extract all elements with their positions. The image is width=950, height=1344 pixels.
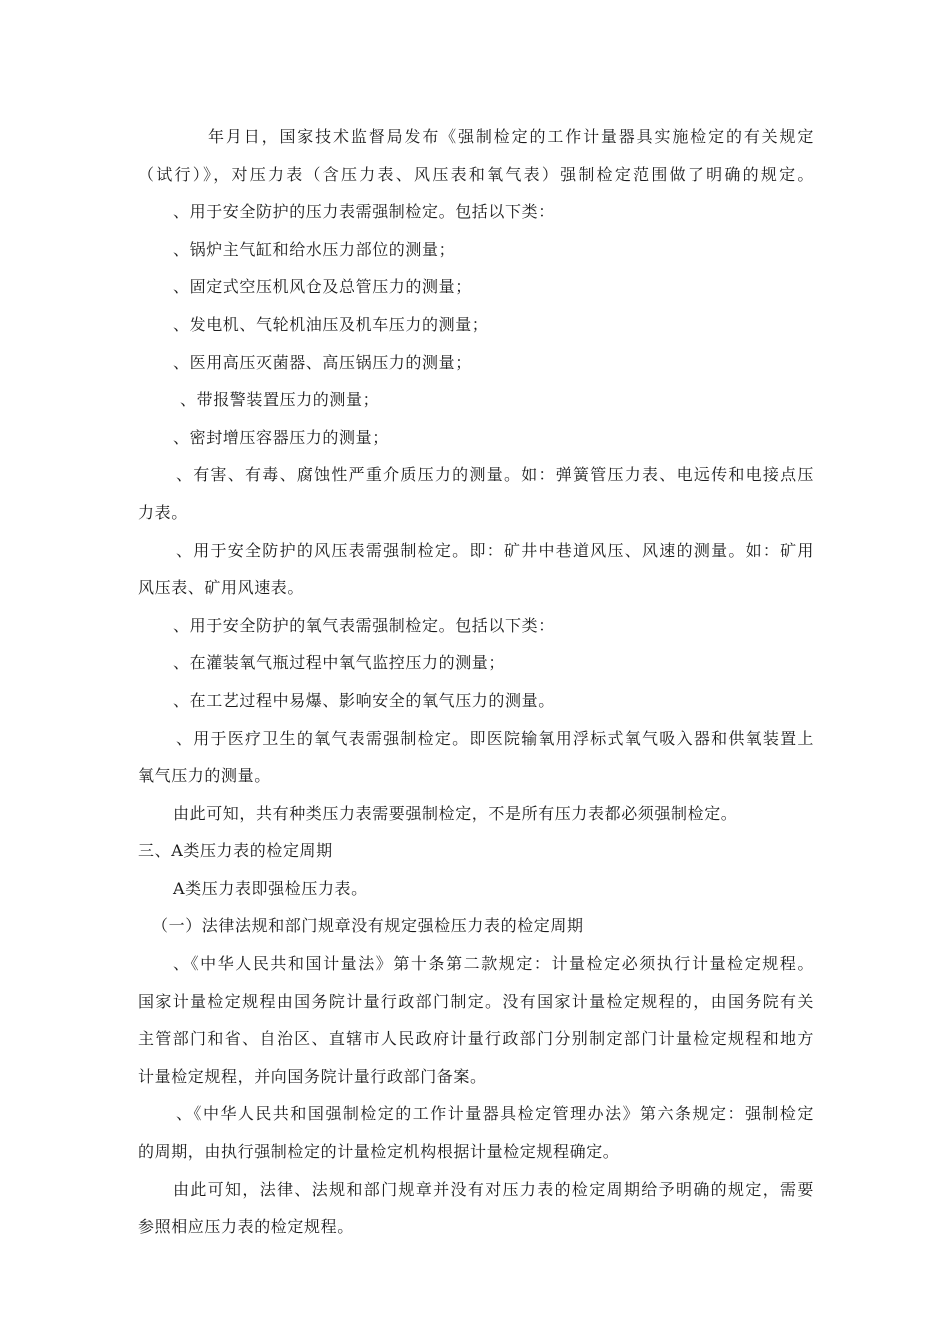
paragraph-line: 年月日，国家技术监督局发布《强制检定的工作计量器具实施检定的有关规定 (208, 127, 814, 146)
paragraph-line: 氧气压力的测量。 (138, 766, 271, 786)
paragraph-line: 、《中华人民共和国强制检定的工作计量器具检定管理办法》第六条规定：强制检定 (176, 1104, 814, 1124)
list-item: 、锅炉主气缸和给水压力部位的测量； (173, 239, 456, 259)
list-item: 、在灌装氧气瓶过程中氧气监控压力的测量； (173, 653, 506, 673)
section-heading: 三、A类压力表的检定周期 (138, 841, 333, 861)
paragraph-line: （试行）》，对压力表（含压力表、风压表和氧气表）强制检定范围做了明确的规定。 (138, 164, 814, 184)
paragraph-line: A类压力表即强检压力表。 (173, 878, 368, 898)
paragraph-line: 、用于安全防护的风压表需强制检定。即：矿井中巷道风压、风速的测量。如：矿用 (176, 540, 814, 560)
paragraph-line: 风压表、矿用风速表。 (138, 578, 305, 598)
list-item: 、密封增压容器压力的测量； (173, 427, 389, 447)
summary-line: 由此可知，共有种类压力表需要强制检定，不是所有压力表都必须强制检定。 (173, 803, 738, 823)
paragraph-line: 力表。 (138, 502, 188, 522)
document-body (138, 118, 814, 1246)
list-item: 、发电机、气轮机油压及机车压力的测量； (173, 314, 489, 334)
list-item: 、固定式空压机风仓及总管压力的测量； (173, 277, 472, 297)
list-item: 、在工艺过程中易爆、影响安全的氧气压力的测量。 (173, 690, 555, 710)
subsection-heading: （一）法律法规和部门规章没有规定强检压力表的检定周期 (152, 916, 584, 936)
paragraph-line: 、用于安全防护的压力表需强制检定。包括以下类： (173, 202, 555, 222)
paragraph-line: 、《中华人民共和国计量法》第十条第二款规定：计量检定必须执行计量检定规程。 (173, 954, 814, 974)
paragraph-line: 参照相应压力表的检定规程。 (138, 1217, 354, 1237)
paragraph-line: 的周期，由执行强制检定的计量检定机构根据计量检定规程确定。 (138, 1142, 620, 1162)
paragraph-line: 、用于安全防护的氧气表需强制检定。包括以下类： (173, 615, 555, 635)
paragraph-line: 主管部门和省、自治区、直辖市人民政府计量行政部门分别制定部门计量检定规程和地方 (138, 1029, 814, 1049)
paragraph-line: 计量检定规程，并向国务院计量行政部门备案。 (138, 1066, 487, 1086)
list-item: 、带报警装置压力的测量； (180, 390, 380, 410)
paragraph-line: 国家计量检定规程由国务院计量行政部门制定。没有国家计量检定规程的，由国务院有关 (138, 991, 814, 1011)
summary-line: 由此可知，法律、法规和部门规章并没有对压力表的检定周期给予明确的规定，需要 (173, 1179, 814, 1199)
paragraph-line: 、用于医疗卫生的氧气表需强制检定。即医院输氧用浮标式氧气吸入器和供氧装置上 (176, 728, 814, 748)
list-item: 、有害、有毒、腐蚀性严重介质压力的测量。如：弹簧管压力表、电远传和电接点压 (176, 465, 814, 485)
list-item: 、医用高压灭菌器、高压锅压力的测量； (173, 352, 472, 372)
